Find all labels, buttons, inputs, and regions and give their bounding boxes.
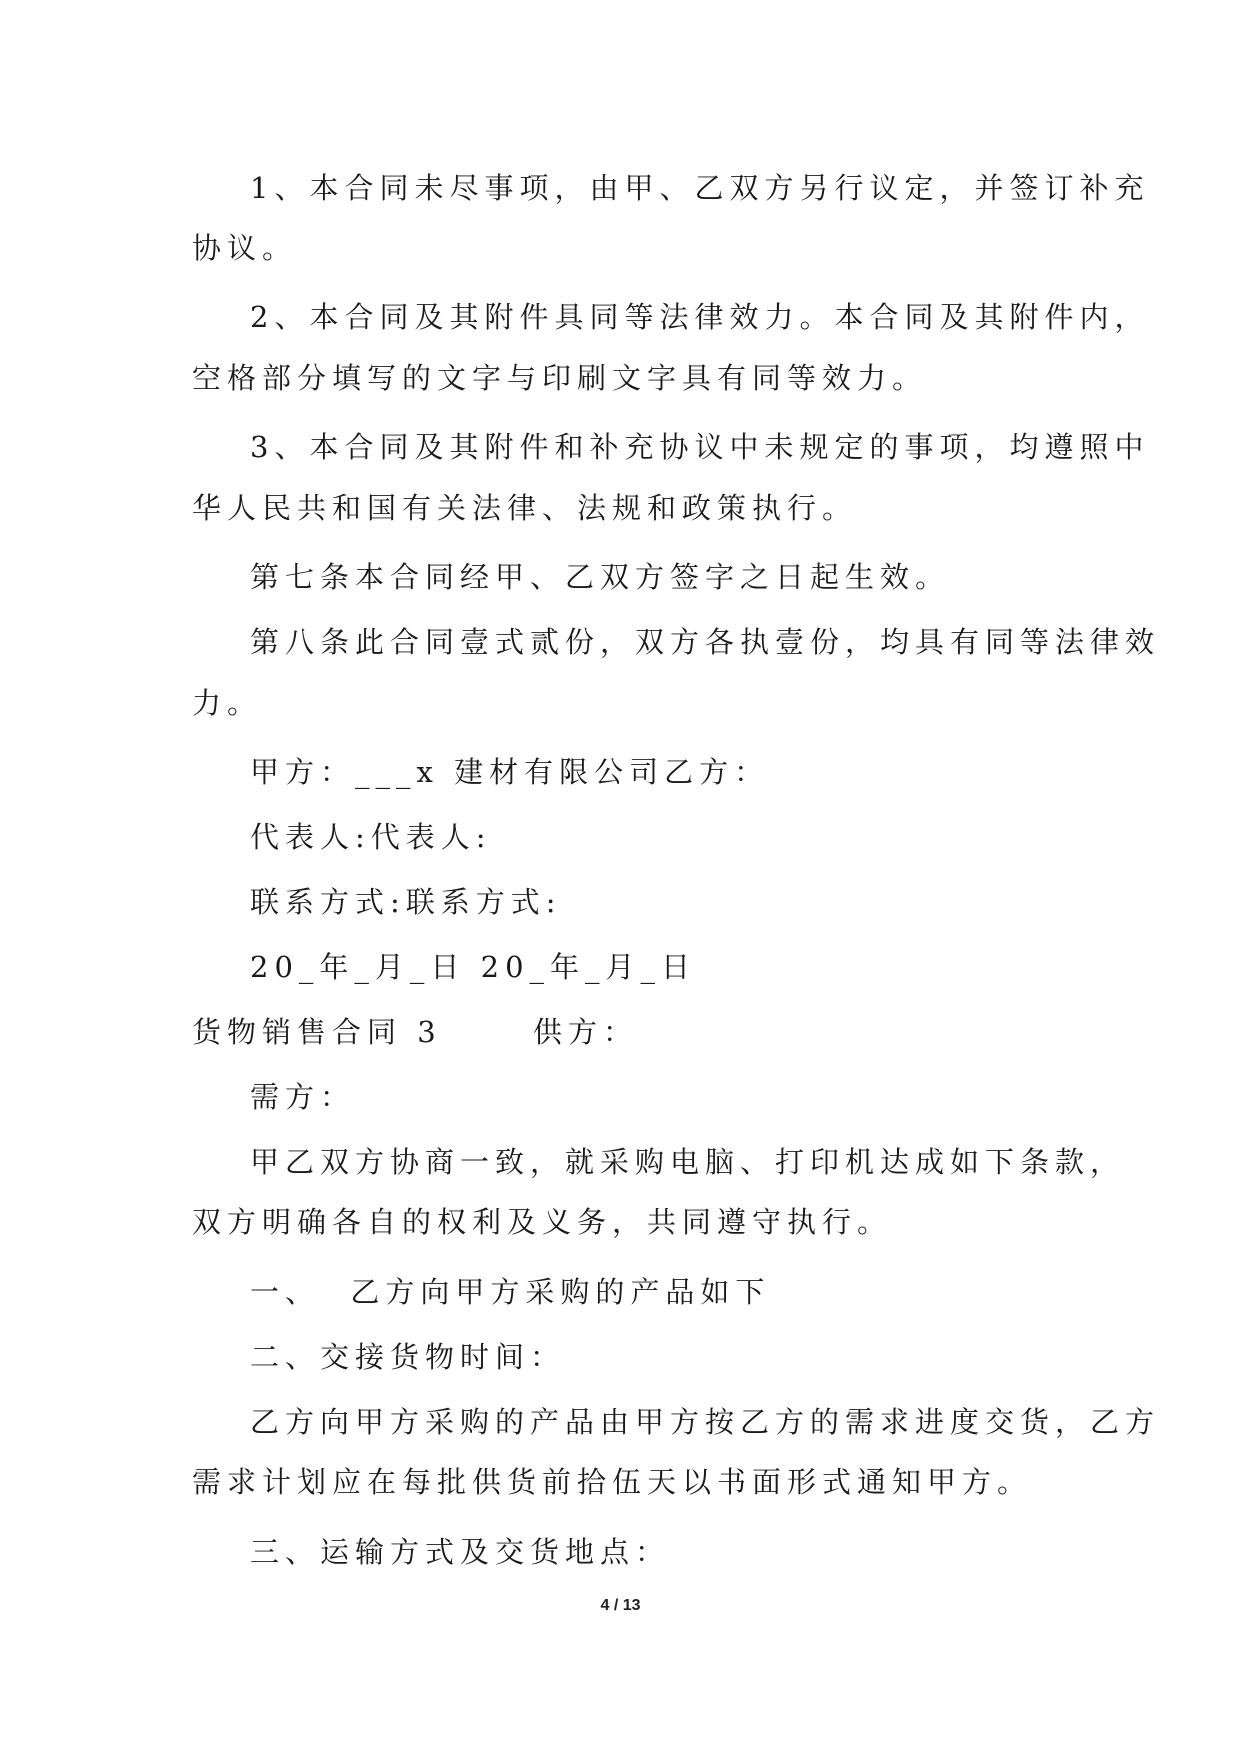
paragraph-line: 甲乙双方协商一致，就采购电脑、打印机达成如下条款，: [250, 1145, 1126, 1179]
paragraph-line: 2、本合同及其附件具同等法律效力。本合同及其附件内，: [250, 300, 1150, 334]
paragraph-line: 货物销售合同 3 供方：: [192, 1015, 638, 1049]
paragraph-line: 联系方式:联系方式:: [250, 885, 562, 919]
paragraph-line: 乙方向甲方采购的产品由甲方按乙方的需求进度交货，乙方: [250, 1405, 1161, 1439]
paragraph-line: 二、交接货物时间：: [250, 1340, 566, 1374]
paragraph-line: 20_年_月_日 20_年_月_日: [250, 950, 697, 984]
paragraph-line: 力。: [192, 686, 263, 720]
paragraph-line: 第七条本合同经甲、乙双方签字之日起生效。: [250, 560, 951, 594]
paragraph-line: 双方明确各自的权利及义务，共同遵守执行。: [192, 1205, 893, 1239]
paragraph-line: 协议。: [192, 231, 298, 265]
paragraph-line: 三、运输方式及交货地点：: [250, 1535, 671, 1569]
paragraph-line: 代表人:代表人:: [250, 820, 492, 854]
paragraph-line: 空格部分填写的文字与印刷文字具有同等效力。: [192, 361, 928, 395]
paragraph-line: 一、 乙方向甲方采购的产品如下: [250, 1275, 771, 1309]
paragraph-line: 需求计划应在每批供货前拾伍天以书面形式通知甲方。: [192, 1465, 1033, 1499]
paragraph-line: 1、本合同未尽事项，由甲、乙双方另行议定，并签订补充: [250, 171, 1150, 205]
page-number: 4 / 13: [600, 1597, 641, 1614]
paragraph-line: 需方：: [250, 1080, 356, 1114]
paragraph-line: 华人民共和国有关法律、法规和政策执行。: [192, 491, 858, 525]
paragraph-line: 第八条此合同壹式贰份，双方各执壹份，均具有同等法律效: [250, 625, 1161, 659]
paragraph-line: 3、本合同及其附件和补充协议中未规定的事项，均遵照中: [250, 430, 1150, 464]
paragraph-line: 甲方：___x 建材有限公司乙方：: [250, 755, 770, 789]
